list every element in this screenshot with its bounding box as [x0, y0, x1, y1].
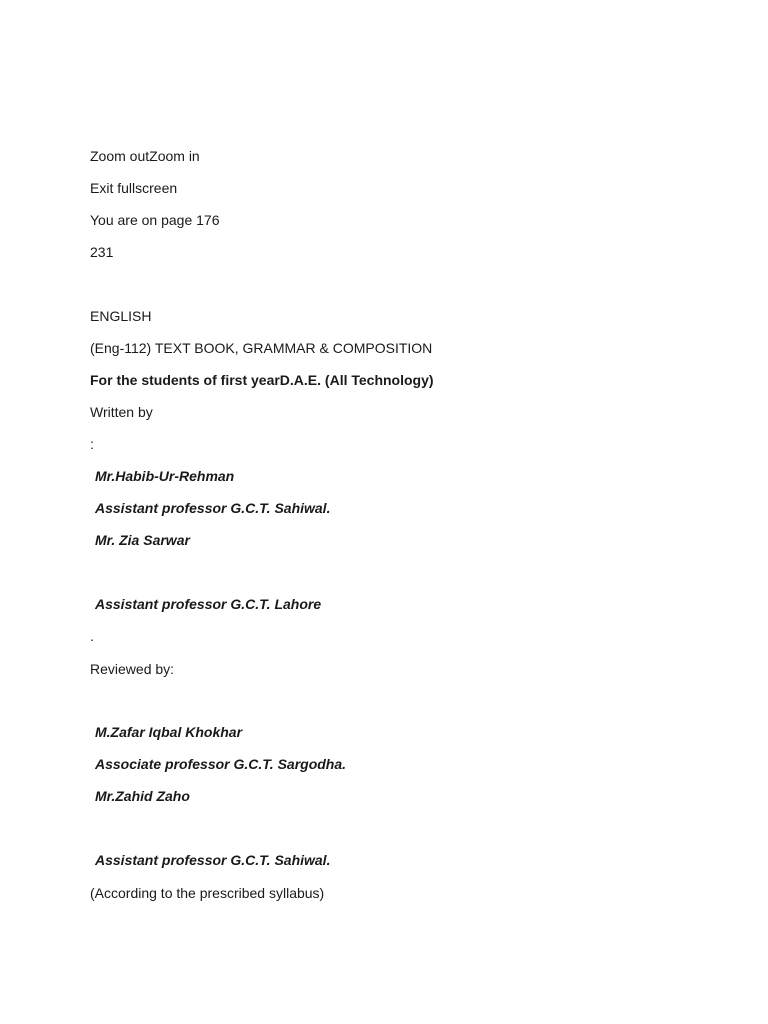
author-name: Mr.Habib-Ur-Rehman — [95, 468, 235, 484]
written-by-label: Written by — [90, 404, 153, 420]
dot-separator: . — [90, 628, 94, 644]
course-title: (Eng-112) TEXT BOOK, GRAMMAR & COMPOSITION — [90, 340, 433, 356]
zoom-controls — [90, 147, 200, 165]
author-name: Mr. Zia Sarwar — [95, 532, 190, 548]
page-indicator: You are on page 176 — [90, 212, 220, 228]
reviewer-title: Assistant professor G.C.T. Sahiwal. — [95, 852, 331, 868]
total-pages: 231 — [90, 244, 114, 260]
colon-separator: : — [90, 436, 94, 452]
audience-line: For the students of first yearD.A.E. (All Technology) — [90, 372, 434, 388]
zoom-in-button[interactable]: Zoom in — [149, 148, 200, 164]
exit-fullscreen-button[interactable]: Exit fullscreen — [90, 180, 178, 196]
subject-heading: ENGLISH — [90, 308, 152, 324]
author-title: Assistant professor G.C.T. Sahiwal. — [95, 500, 331, 516]
syllabus-note: (According to the prescribed syllabus) — [90, 885, 325, 901]
reviewer-title: Associate professor G.C.T. Sargodha. — [95, 756, 347, 772]
reviewer-name: Mr.Zahid Zaho — [95, 788, 190, 804]
reviewer-name: M.Zafar Iqbal Khokhar — [95, 724, 243, 740]
reviewed-by-label: Reviewed by: — [90, 661, 175, 677]
author-title: Assistant professor G.C.T. Lahore — [95, 596, 322, 612]
zoom-out-button[interactable]: Zoom out — [90, 148, 150, 164]
